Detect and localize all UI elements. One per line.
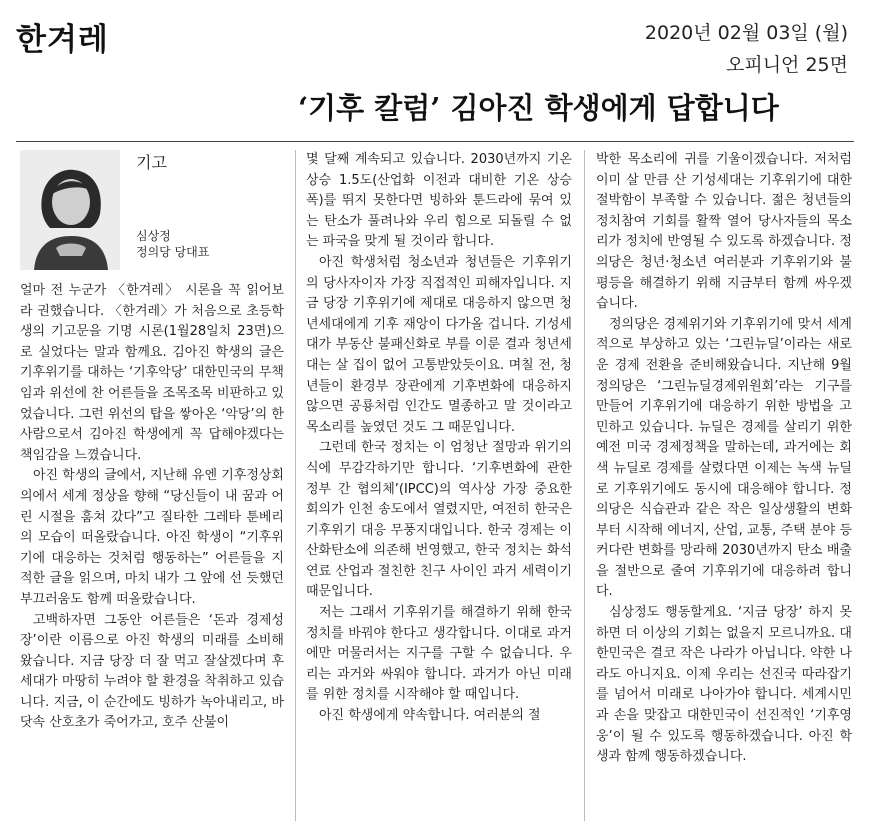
article-column-2 [306,150,572,727]
author-byline [136,228,209,260]
article-paragraph: 고백하자면 그동안 어른들은 ‘돈과 경제성장’이란 이름으로 아진 학생의 미래를 소비해 왔습니다. 지금 당장 더 잘 먹고 잘살겠다며 후세대가 마땅히 누려야 할 환경을 착취하고 있습니다. 지금, 이 순간에도 빙하가 녹아내리고, 바닷속 산호초가 죽어가고, 호주 산불이 [20,612,284,731]
article-paragraph: 얼마 전 누군가 〈한겨레〉 시론을 꼭 읽어보라 권했습니다. 〈한겨레〉가 처음으로 초등학생의 기고문을 기명 시론(1월28일치 23면)으로 실었다는 말과 함께요. 김아진 학생의 글은 기후위기를 대하는 ‘기후악당’ 대한민국의 무책임과 위선에 찬 어른들을 조목조목 비판하고 있었습니다. 그런 위선의 탑을 쌓아온 ‘악당’의 한 사람으로서 김아진 학생에게 꼭 답해야겠다는 책임감을 느꼈습니다. [20,283,284,463]
article-paragraph: 아진 학생에게 약속합니다. 여러분의 절 [319,708,541,724]
author-name: 심상정 [136,229,171,243]
article-headline: ‘기후 칼럼’ 김아진 학생에게 답합니다 [298,91,779,125]
article-category: 기고 [136,153,167,172]
newspaper-masthead: 한겨레 [16,22,109,58]
article-paragraph: 정의당은 경제위기와 기후위기에 맞서 세계적으로 부상하고 있는 ‘그린뉴딜’이라는 새로운 경제 전환을 준비해왔습니다. 지난해 9월 정의당은 ‘그린뉴딜경제위원회’라는 기구를 만들어 기후위기에 대응하기 위한 방법을 고민하고 있습니다. 뉴딜은 경제를 살리기 위한 예전 미국 경제정책을 말하는데, 과거에는 회색 뉴딜로 경제를 살렸다면 이제는 녹색 뉴딜로 기후위기에도 동시에 대응해야 합니다. 정의당은 식습관과 같은 작은 일상생활의 변화부터 시작해 에너지, 산업, 교통, 주택 분야 등 커다란 변화를 망라해 2030년까지 탄소 배출을 절반으로 줄여 기후위기에 대응하려 합니다. [596,316,852,600]
article-paragraph: 아진 학생처럼 청소년과 청년들은 기후위기의 당사자이자 가장 직접적인 피해자입니다. 지금 당장 기후위기에 제대로 대응하지 않으면 청년세대에게 기후 재앙이 다가올 겁니다. 기성세대가 부동산 불패신화로 부를 이룬 결과 청년세대는 살 집이 없어 고통받았듯이요. 며칠 전, 청년들이 환경부 장관에게 기후변화에 대응하지 않으면 공룡처럼 인간도 멸종하고 말 것이라고 목소리를 높였던 것도 그 때문입니다. [306,254,572,435]
article-paragraph: 심상정도 행동할게요. ‘지금 당장’ 하지 못하면 더 이상의 기회는 없을지 모르니까요. 대한민국은 결코 작은 나라가 아닙니다. 약한 나라도 아니지요. 이제 우리는 선진국 따라잡기를 넘어서 미래로 나아가야 합니다. 세계시민과 손을 맞잡고 대한민국이 선진적인 ‘기후영웅’이 될 수 있도록 행동하겠습니다. 아진 학생과 함께 행동하겠습니다. [596,605,852,765]
author-photo [20,150,120,270]
article-paragraph: 박한 목소리에 귀를 기울이겠습니다. 저처럼 이미 살 만큼 산 기성세대는 기후위기에 대한 절박함이 부족할 수 있습니다. 젊은 청년들의 정치참여 기회를 활짝 열어 당사자들의 목소리가 정치에 반영될 수 있도록 하겠습니다. 정의당은 청년·청소년 여러분과 기후위기와 불평등을 해결하기 위해 지금부터 함께 싸우겠습니다. [596,152,852,312]
article-column-1 [20,281,284,734]
article-column-3 [596,150,852,768]
article-paragraph: 몇 달째 계속되고 있습니다. 2030년까지 기온상승 1.5도(산업화 이전과 대비한 기온 상승 폭)를 뛰지 못한다면 빙하와 툰드라에 묶여 있는 탄소가 풀려나와 우리 힘으로 되돌릴 수 없는 파국을 맞게 될 것이라 합니다. [306,152,572,250]
article-paragraph: 저는 그래서 기후위기를 해결하기 위해 한국 정치를 바꿔야 한다고 생각합니다. 이대로 과거에만 머물러서는 지구를 구할 수 없습니다. 우리는 과거와 싸워야 합니다. 과거가 아닌 미래를 위한 정치를 시작해야 할 때입니다. [306,605,572,703]
article-paragraph: 아진 학생의 글에서, 지난해 유엔 기후정상회의에서 세계 정상을 향해 “당신들이 내 꿈과 어린 시절을 훔쳐 갔다”고 질타한 그레타 툰베리의 모습이 떠올랐습니다. 아진 학생이 “기후위기에 대응하는 것처럼 행동하는” 어른들을 지적한 글을 읽으며, 마치 내가 그 앞에 선 듯했던 부끄러움도 함께 떠올랐습니다. [20,468,284,607]
column-divider [295,150,296,821]
publication-date: 2020년 02월 03일 (월) [644,22,848,44]
section-page: 오피니언 25면 [726,54,848,76]
header-rule [16,141,854,142]
author-title: 정의당 당대표 [136,245,210,259]
article-paragraph: 그런데 한국 정치는 이 엄청난 절망과 위기의식에 무감각하기만 합니다. ‘기후변화에 관한 정부 간 협의체’(IPCC)의 역사상 가장 중요한 회의가 인천 송도에서 열렸지만, 여전히 한국은 기후위기 대응 무풍지대입니다. 한국 경제는 이산화탄소에 의존해 번영했고, 한국 정치는 화석연료 산업과 절친한 친구 사이인 과거 세력이기 때문입니다. [306,440,572,600]
column-divider [584,150,585,821]
